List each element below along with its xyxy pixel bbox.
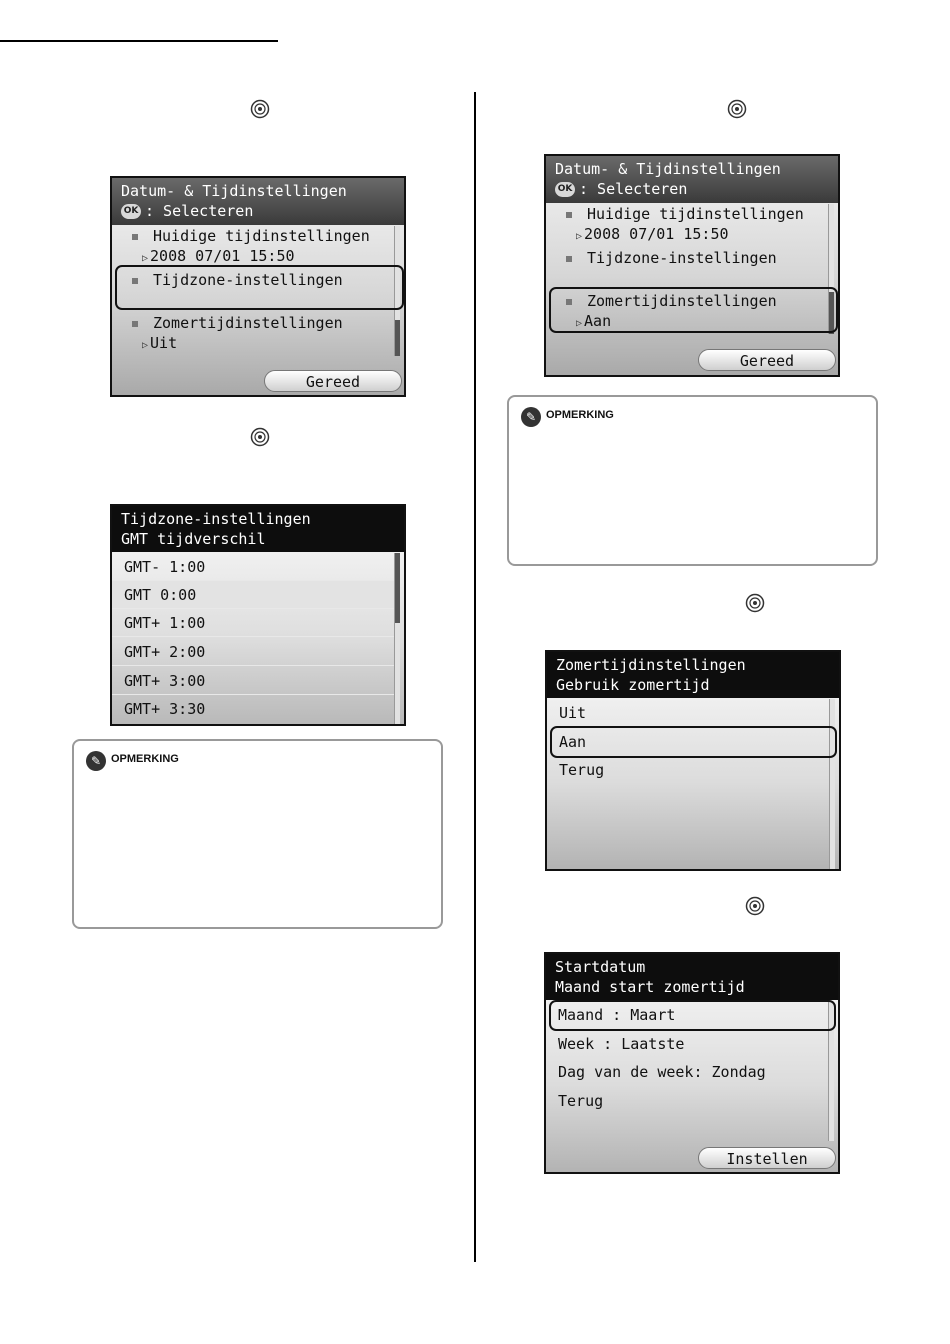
bullet-icon [132,321,138,327]
menu-item-label[interactable]: Huidige tijdinstellingen [587,205,804,223]
menu-item-value: ▷ 2008 07/01 15:50 [576,225,729,243]
menu-item-value: ▷ Aan [576,312,612,330]
screen-subtitle: GMT tijdverschil [121,530,266,548]
scrollbar[interactable] [829,699,835,871]
list-item[interactable]: GMT+ 3:30 [124,700,206,718]
bullet-icon [566,299,572,305]
scroll-thumb[interactable] [395,553,400,623]
dial-icon [745,593,765,613]
screen-startdatum [544,952,840,1174]
screen-header [112,178,404,225]
screen-title: Zomertijdinstellingen [556,656,746,674]
menu-item-value: ▷ 2008 07/01 15:50 [142,247,295,265]
list-item[interactable]: Terug [558,1092,604,1110]
note-box [507,395,878,566]
menu-item-label[interactable]: Zomertijdinstellingen [153,314,343,332]
menu-item-label[interactable]: Tijdzone-instellingen [587,249,777,267]
menu-item-value: ▷ Uit [142,334,178,352]
screen-title: Tijdzone-instellingen [121,510,311,528]
top-rule [0,40,278,42]
list-item[interactable]: GMT+ 1:00 [112,609,394,637]
triangle-right-icon: ▷ [576,318,583,329]
screen-title: Startdatum [555,958,646,976]
gereed-button[interactable]: Gereed [264,370,402,392]
scroll-thumb[interactable] [395,320,400,356]
note-box [72,739,443,929]
bullet-icon [566,212,572,218]
dial-icon [250,427,270,447]
screen-subtitle: : Selecteren [145,202,254,220]
pencil-icon: ✎ [521,407,541,427]
screen-header [112,506,404,552]
menu-item-label[interactable]: Huidige tijdinstellingen [153,227,370,245]
screen-subtitle: Gebruik zomertijd [556,676,710,694]
list-item[interactable]: GMT+ 3:00 [112,667,394,695]
dial-icon [727,99,747,119]
dial-icon [250,99,270,119]
list-item-selected[interactable]: GMT 0:00 [112,581,394,609]
bullet-icon [566,256,572,262]
note-label: OPMERKING [111,753,179,765]
screen-header [547,652,839,698]
column-divider [474,92,476,1262]
triangle-right-icon: ▷ [142,253,149,264]
list-item[interactable]: Week : Laatste [558,1035,685,1053]
triangle-right-icon: ▷ [142,340,149,351]
triangle-right-icon: ▷ [576,231,583,242]
menu-item-label[interactable]: Zomertijdinstellingen [587,292,777,310]
ok-icon: OK [121,204,141,219]
screen-title: Datum- & Tijdinstellingen [121,182,347,200]
dial-icon [745,896,765,916]
gereed-button[interactable]: Gereed [698,349,836,371]
bullet-icon [132,234,138,240]
list-item-selected[interactable]: Aan [559,733,587,751]
screen-title: Datum- & Tijdinstellingen [555,160,781,178]
screen-tijdzone [110,504,406,726]
menu-item-label[interactable]: Tijdzone-instellingen [153,271,343,289]
list-item[interactable]: Terug [559,761,605,779]
screen-subtitle: : Selecteren [579,180,688,198]
instellen-button[interactable]: Instellen [698,1147,836,1169]
screen-header [546,156,838,203]
list-item[interactable]: GMT- 1:00 [112,553,394,581]
screen-zomertijd [545,650,841,871]
list-item-selected[interactable]: Maand : Maart [558,1006,676,1024]
bullet-icon [132,278,138,284]
list-item[interactable]: Uit [547,699,829,727]
note-label: OPMERKING [546,409,614,421]
list-item[interactable]: GMT+ 2:00 [112,638,394,666]
list-item[interactable]: Dag van de week: Zondag [558,1063,766,1081]
screen-subtitle: Maand start zomertijd [555,978,745,996]
screen-datum-tijd-2 [544,154,840,377]
screen-header [546,954,838,1000]
ok-icon: OK [555,182,575,197]
pencil-icon: ✎ [86,751,106,771]
screen-datum-tijd-1 [110,176,406,397]
